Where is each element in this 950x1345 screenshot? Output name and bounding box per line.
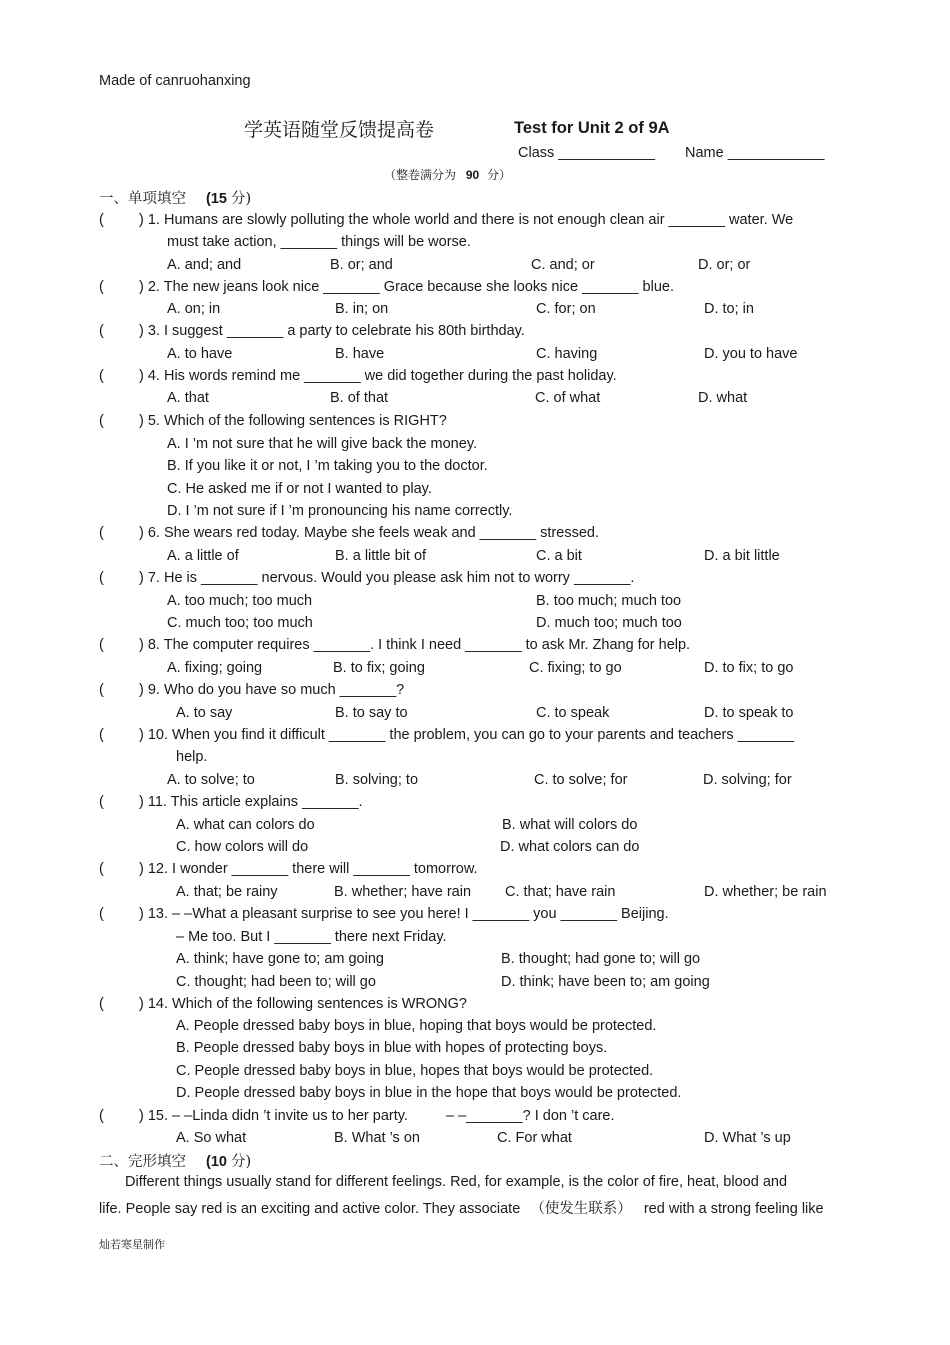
option-c: C. For what	[497, 1130, 572, 1146]
option-b: B. solving; to	[335, 772, 419, 788]
option-a: A. to say	[176, 705, 233, 721]
title-en: Test for Unit 2 of 9A	[514, 119, 670, 137]
option-b: B. too much; much too	[536, 593, 682, 609]
section1-heading	[99, 187, 251, 208]
option-a: A. think; have gone to; am going	[176, 951, 384, 967]
answer-paren: (	[99, 413, 104, 429]
question-continuation: help.	[176, 749, 208, 765]
option-d: D. much too; much too	[536, 615, 682, 631]
option-d: D. or; or	[698, 257, 751, 273]
question-stem: ) 9. Who do you have so much _______?	[139, 682, 405, 698]
section2-points-open: (10	[206, 1154, 227, 1170]
option-c: C. and; or	[531, 257, 595, 273]
answer-paren: (	[99, 1108, 104, 1124]
question-stem: ) 10. When you find it difficult _______ the problem, you can go to your parents and teachers _______	[139, 727, 795, 743]
question-stem: ) 11. This article explains _______.	[139, 794, 363, 810]
answer-paren: (	[99, 727, 104, 743]
option-a: A. I ’m not sure that he will give back the money.	[167, 436, 478, 452]
option-d: D. to; in	[704, 301, 754, 317]
question-continuation: must take action, _______ things will be worse.	[167, 234, 471, 250]
option-c: C. thought; had been to; will go	[176, 974, 376, 990]
option-c: C. for; on	[536, 301, 596, 317]
section1-title: 一、单项填空	[99, 191, 186, 207]
option-a: A. that	[167, 390, 209, 406]
option-d: D. People dressed baby boys in blue in the hope that boys would be protected.	[176, 1085, 682, 1101]
score-value: 90	[465, 168, 480, 182]
question-continuation: – Me too. But I _______ there next Friday.	[176, 929, 447, 945]
answer-paren: (	[99, 570, 104, 586]
option-b: B. have	[335, 346, 385, 362]
option-c: C. of what	[535, 390, 601, 406]
option-d: D. to speak to	[704, 705, 794, 721]
option-b: B. of that	[330, 390, 389, 406]
score-note	[384, 166, 511, 183]
option-b: B. to say to	[335, 705, 408, 721]
option-a: A. So what	[176, 1130, 247, 1146]
score-note-close: 分）	[487, 168, 512, 182]
option-c: C. that; have rain	[505, 884, 616, 900]
option-c: C. much too; too much	[167, 615, 313, 631]
answer-paren: (	[99, 861, 104, 877]
header-made-of: Made of canruohanxing	[99, 73, 251, 89]
score-note-open: （整卷满分为	[384, 168, 457, 182]
answer-paren: (	[99, 323, 104, 339]
class-field: Class ____________	[518, 145, 656, 161]
option-a: A. to solve; to	[167, 772, 255, 788]
answer-paren: (	[99, 212, 104, 228]
option-b: B. What ’s on	[334, 1130, 420, 1146]
answer-paren: (	[99, 996, 104, 1012]
option-b: B. whether; have rain	[334, 884, 472, 900]
option-c: C. having	[536, 346, 598, 362]
option-d: D. solving; for	[703, 772, 792, 788]
option-b: B. or; and	[330, 257, 393, 273]
option-d: D. think; have been to; am going	[501, 974, 710, 990]
option-b: B. in; on	[335, 301, 389, 317]
option-a: A. that; be rainy	[176, 884, 278, 900]
option-a: A. too much; too much	[167, 593, 313, 609]
question-stem: ) 7. He is _______ nervous. Would you please ask him not to worry _______.	[139, 570, 635, 586]
passage-cn-gloss: （使发生联系）	[530, 1201, 632, 1217]
option-b: B. a little bit of	[335, 548, 427, 564]
answer-paren: (	[99, 794, 104, 810]
name-field: Name ____________	[685, 145, 825, 161]
option-a: A. People dressed baby boys in blue, hoping that boys would be protected.	[176, 1018, 657, 1034]
option-b: B. what will colors do	[502, 817, 638, 833]
option-a: A. what can colors do	[176, 817, 315, 833]
option-a: A. and; and	[167, 257, 242, 273]
section2-title: 二、完形填空	[99, 1154, 186, 1170]
question-stem: ) 15. – –Linda didn ’t invite us to her party.	[139, 1108, 408, 1124]
passage-line-2-start: life. People say red is an exciting and active color. They associate	[99, 1201, 521, 1217]
option-a: A. a little of	[167, 548, 239, 564]
question-stem: ) 4. His words remind me _______ we did together during the past holiday.	[139, 368, 617, 384]
option-d: D. I ’m not sure if I ’m pronouncing his name correctly.	[167, 503, 513, 519]
question-stem: ) 14. Which of the following sentences is WRONG?	[139, 996, 467, 1012]
question-stem: ) 2. The new jeans look nice _______ Grace because she looks nice _______ blue.	[139, 279, 674, 295]
option-c: C. fixing; to go	[529, 660, 622, 676]
question-stem: ) 12. I wonder _______ there will _______ tomorrow.	[139, 861, 478, 877]
answer-paren: (	[99, 906, 104, 922]
option-d: D. what	[698, 390, 748, 406]
question-stem: ) 8. The computer requires _______. I think I need _______ to ask Mr. Zhang for help.	[139, 637, 691, 653]
answer-paren: (	[99, 682, 104, 698]
option-c: C. People dressed baby boys in blue, hopes that boys would be protected.	[176, 1063, 654, 1079]
passage-line-2-end: red with a strong feeling like	[643, 1201, 824, 1217]
option-c: C. He asked me if or not I wanted to play.	[167, 481, 432, 497]
answer-paren: (	[99, 279, 104, 295]
question-stem: ) 3. I suggest _______ a party to celebrate his 80th birthday.	[139, 323, 525, 339]
option-d: D. to fix; to go	[704, 660, 794, 676]
question-reply: – –_______? I don ’t care.	[446, 1108, 615, 1124]
option-c: C. how colors will do	[176, 839, 309, 855]
question-stem: ) 5. Which of the following sentences is RIGHT?	[139, 413, 447, 429]
option-a: A. on; in	[167, 301, 221, 317]
answer-paren: (	[99, 637, 104, 653]
option-a: A. fixing; going	[167, 660, 263, 676]
option-a: A. to have	[167, 346, 233, 362]
option-b: B. People dressed baby boys in blue with hopes of protecting boys.	[176, 1040, 608, 1056]
section2-points-unit: 分)	[231, 1154, 252, 1170]
option-b: B. to fix; going	[333, 660, 425, 676]
section1-points-open: (15	[206, 191, 227, 207]
passage-line-1: Different things usually stand for different feelings. Red, for example, is the color of fire, heat, blood and	[125, 1174, 788, 1190]
answer-paren: (	[99, 368, 104, 384]
option-d: D. whether; be rain	[704, 884, 827, 900]
option-b: B. thought; had gone to; will go	[501, 951, 701, 967]
question-stem: ) 6. She wears red today. Maybe she feels weak and _______ stressed.	[139, 525, 599, 541]
option-b: B. If you like it or not, I ’m taking you to the doctor.	[167, 458, 488, 474]
option-c: C. to solve; for	[534, 772, 628, 788]
option-d: D. what colors can do	[500, 839, 640, 855]
question-stem: ) 1. Humans are slowly polluting the whole world and there is not enough clean air _______ water. We	[139, 212, 794, 228]
passage-line-2	[99, 1197, 824, 1218]
answer-paren: (	[99, 525, 104, 541]
section1-points-unit: 分)	[231, 191, 252, 207]
question-stem: ) 13. – –What a pleasant surprise to see you here! I _______ you _______ Beijing.	[139, 906, 669, 922]
option-c: C. to speak	[536, 705, 610, 721]
option-c: C. a bit	[536, 548, 582, 564]
section2-heading	[99, 1150, 251, 1171]
title-cn: 学英语随堂反馈提高卷	[244, 119, 435, 141]
option-d: D. you to have	[704, 346, 798, 362]
footer-maker: 灿若寒星制作	[99, 1238, 165, 1251]
option-d: D. a bit little	[704, 548, 780, 564]
option-d: D. What ’s up	[704, 1130, 791, 1146]
